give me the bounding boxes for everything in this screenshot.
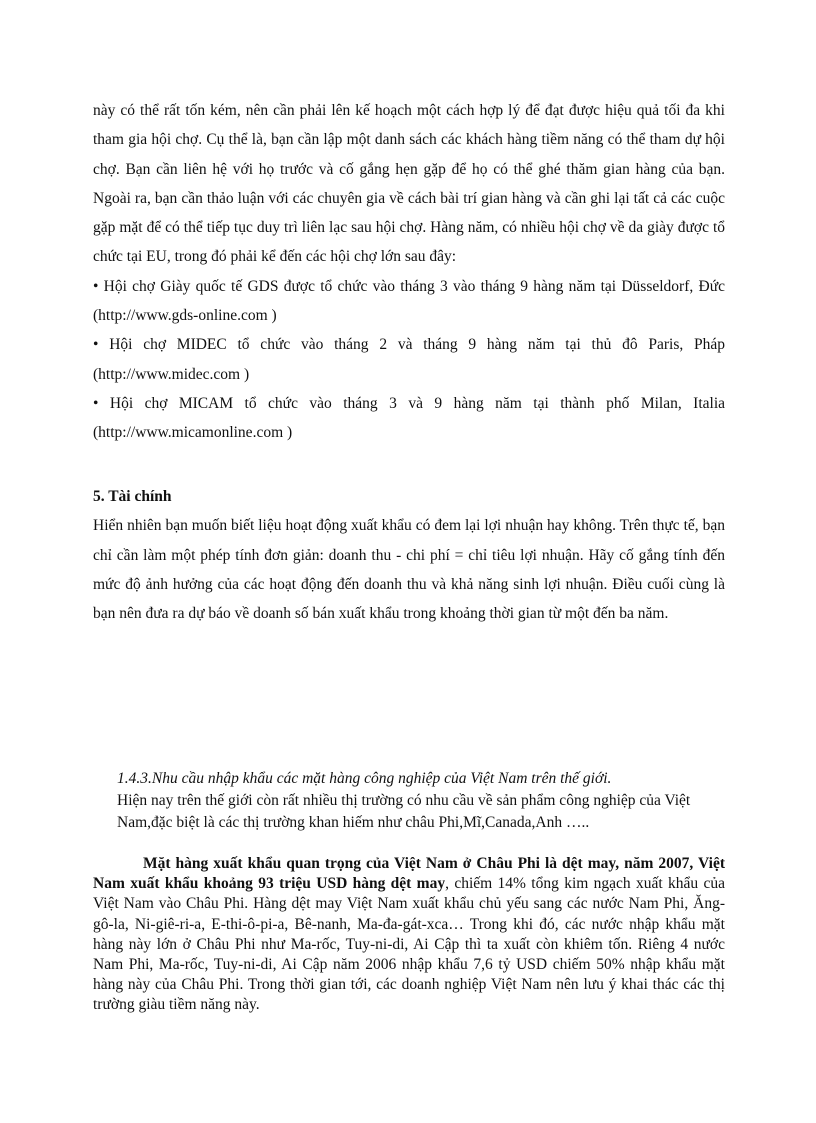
africa-paragraph-rest: , chiếm 14% tổng kim ngạch xuất khẩu của Việt Nam vào Châu Phi. Hàng dệt may Việt Nam xuất khẩu chủ yếu sang các nước Nam Phi, Ăng-gô-la, Ni-giê-ri-a, E-thi-ô-pi-a, Bê-nanh, Ma-đa-gát-xca… Trong khi đó, các nước nhập khẩu mặt hàng này lớn ở Châu Phi như Ma-rốc, Tuy-ni-di, Ai Cập thì ta xuất còn khiêm tốn. Riêng 4 nước Nam Phi, Ma-rốc, Tuy-ni-di, Ai Cập năm 2006 nhập khẩu 7,6 tỷ USD chiếm 50% nhập khẩu mặt hàng này của Châu Phi. Trong thời gian tới, các doanh nghiệp Việt Nam nên lưu ý khai thác các thị trường giàu tiềm năng này. [93, 875, 725, 1014]
africa-section [93, 854, 725, 1016]
trade-fair-section [93, 96, 725, 448]
africa-bold-lead: Mặt hàng xuất khẩu quan trọng của Việt Nam ở Châu Phi là dệt may, năm 2007, Việt Nam xuất khẩu khoảng 93 triệu USD hàng dệt may [93, 855, 725, 893]
fair-item-gds: • Hội chợ Giày quốc tế GDS được tổ chức vào tháng 3 vào tháng 9 hàng năm tại Düsseldorf, Đức (http://www.gds-online.com ) [93, 277, 725, 325]
import-demand-section [117, 768, 725, 834]
fair-item-midec: • Hội chợ MIDEC tổ chức vào tháng 2 và tháng 9 hàng năm tại thủ đô Paris, Pháp (http://www.midec.com ) [93, 336, 725, 383]
finance-heading: 5. Tài chính [93, 488, 172, 505]
africa-paragraph [93, 854, 725, 1016]
subsection-heading: 1.4.3.Nhu cầu nhập khẩu các mặt hàng công nghiệp của Việt Nam trên thế giới. [117, 770, 612, 787]
finance-paragraph: Hiển nhiên bạn muốn biết liệu hoạt động xuất khẩu có đem lại lợi nhuận hay không. Trên thực tế, bạn chỉ cần làm một phép tính đơn giản: doanh thu - chi phí = chỉ tiêu lợi nhuận. Hãy cố gắng tính đến mức độ ảnh hưởng của các hoạt động đến doanh thu và khả năng sinh lợi nhuận. Điều cuối cùng là bạn nên đưa ra dự báo về doanh số bán xuất khẩu trong khoảng thời gian từ một đến ba năm. [93, 517, 725, 623]
subsection-intro: Hiện nay trên thế giới còn rất nhiều thị trường có nhu cầu về sản phẩm công nghiệp của Việt Nam,đặc biệt là các thị trường khan hiếm như châu Phi,Mĩ,Canada,Anh ….. [117, 792, 691, 831]
intro-paragraph: này có thể rất tốn kém, nên cần phải lên kế hoạch một cách hợp lý để đạt được hiệu quả tối đa khi tham gia hội chợ. Cụ thể là, bạn cần lập một danh sách các khách hàng tiềm năng có thể tham dự hội chợ. Bạn cần liên hệ với họ trước và cố gắng hẹn gặp để họ có thể ghé thăm gian hàng của bạn. Ngoài ra, bạn cần thảo luận với các chuyên gia về cách bài trí gian hàng và cần ghi lại tất cả các cuộc gặp mặt để có thể tiếp tục duy trì liên lạc sau hội chợ. Hàng năm, có nhiều hội chợ về da giày được tổ chức tại EU, trong đó phải kể đến các hội chợ lớn sau đây: [93, 102, 725, 266]
fair-item-micam: • Hội chợ MICAM tổ chức vào tháng 3 và 9 hàng năm tại thành phố Milan, Italia (http://www.micamonline.com ) [93, 394, 725, 442]
finance-section [93, 482, 725, 628]
